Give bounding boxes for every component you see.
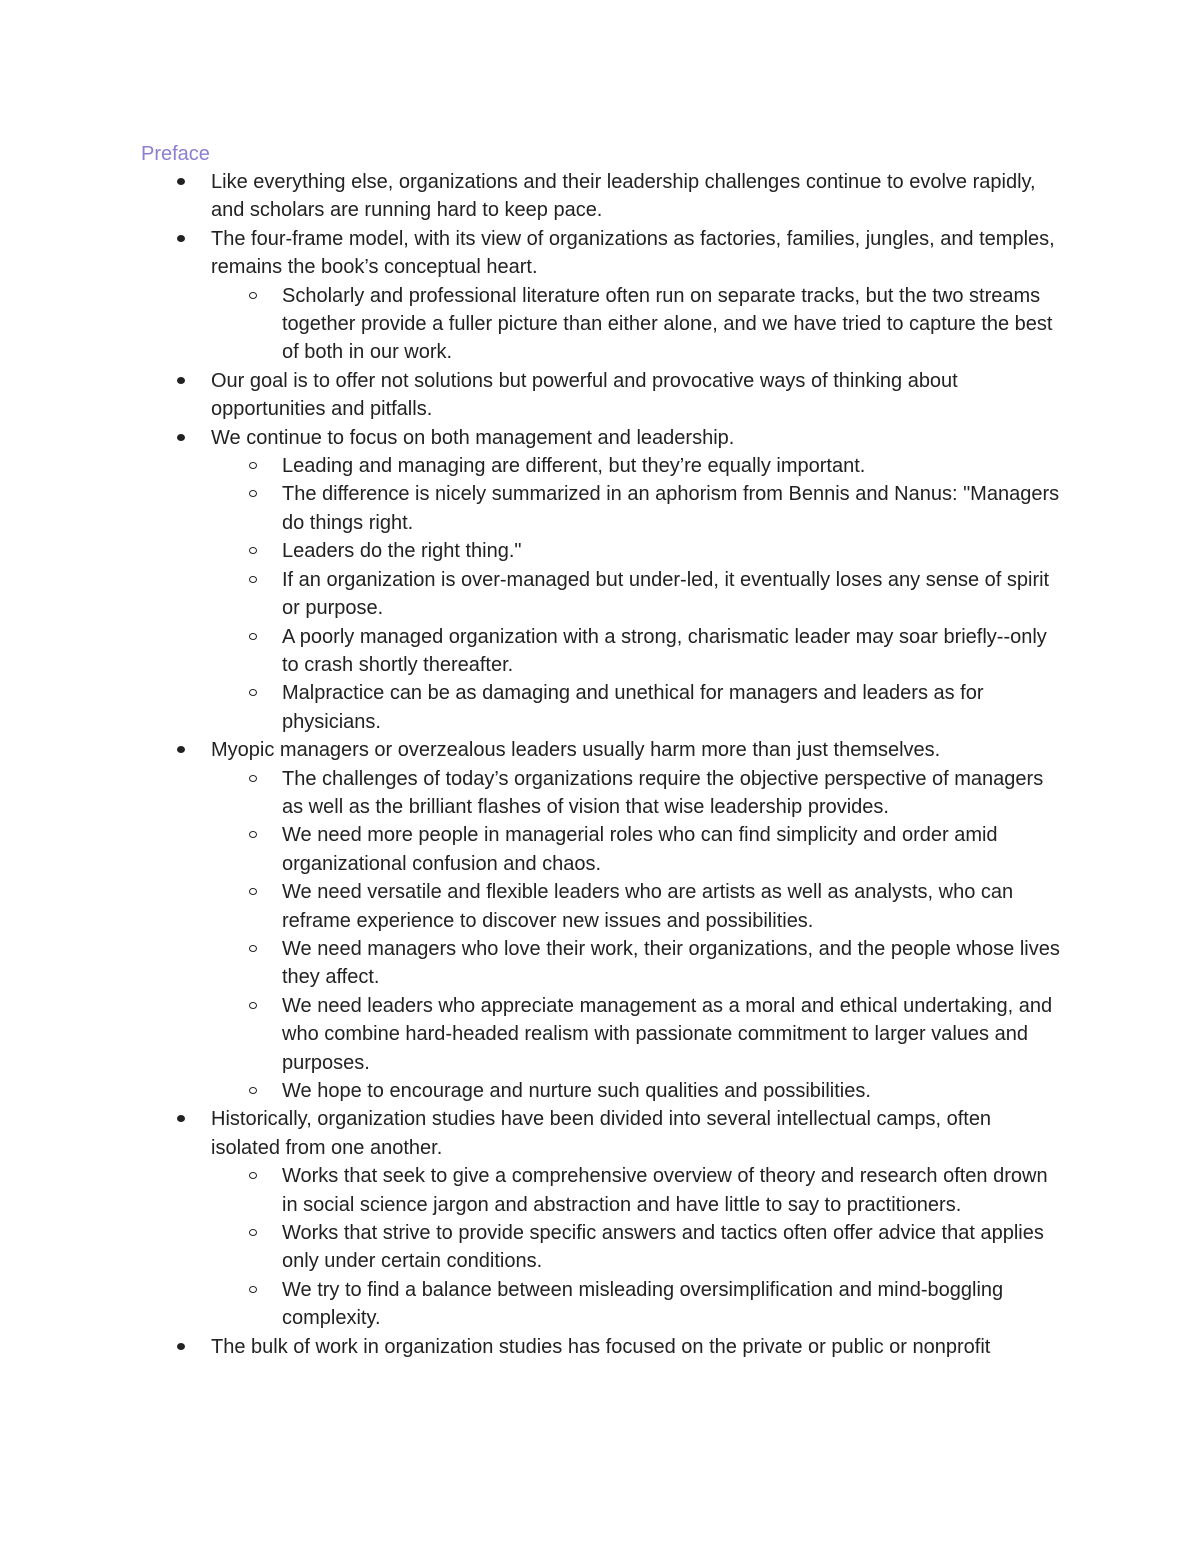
list-item-text: We need leaders who appreciate management as a moral and ethical undertaking, and who combine hard-headed realism with passionate commitment to larger values and purposes.	[282, 994, 1053, 1074]
list-item	[0, 1276, 1062, 1333]
list-item-text: The four-frame model, with its view of organizations as factories, families, jungles, and temples, remains the book’s conceptual heart.	[211, 227, 1055, 279]
list-item	[0, 225, 1061, 282]
list-item-text: Leading and managing are different, but they’re equally important.	[282, 455, 866, 478]
list-item-text: Myopic managers or overzealous leaders usually harm more than just themselves.	[211, 739, 941, 762]
list-item-text: Works that seek to give a comprehensive overview of theory and research often drown in social science jargon and abstraction and have little to say to practitioners.	[282, 1165, 1048, 1216]
list-item	[0, 480, 1062, 537]
list-item	[0, 736, 1061, 764]
list-item	[0, 992, 1062, 1077]
list-item	[0, 1219, 1062, 1276]
list-item-text: Leaders do the right thing."	[282, 540, 522, 563]
list-item-text: We need more people in managerial roles who can find simplicity and order amid organizational confusion and chaos.	[282, 824, 998, 875]
list-item-text: Malpractice can be as damaging and unethical for managers and leaders as for physicians.	[282, 682, 984, 733]
list-item	[0, 566, 1062, 623]
list-item	[0, 1333, 1061, 1361]
list-item-text: We try to find a balance between misleading oversimplification and mind-boggling complexity.	[282, 1278, 1004, 1330]
list-item-text: Historically, organization studies have been divided into several intellectual camps, often isolated from one another.	[211, 1108, 992, 1159]
list-item-text: The challenges of today’s organizations require the objective perspective of managers as well as the brilliant flashes of vision that wise leadership provides.	[282, 767, 1044, 818]
list-item	[0, 935, 1062, 992]
list-item	[0, 1105, 1061, 1162]
list-item	[0, 452, 1062, 480]
list-item-text: Like everything else, organizations and their leadership challenges continue to evolve rapidly, and scholars are running hard to keep pace.	[211, 171, 1036, 222]
list-item-text: We need versatile and flexible leaders who are artists as well as analysts, who can reframe experience to discover new issues and possibilities.	[282, 881, 1014, 932]
list-item	[0, 1162, 1062, 1219]
list-item-text: A poorly managed organization with a strong, charismatic leader may soar briefly--only to crash shortly thereafter.	[282, 625, 1047, 676]
list-item-text: We continue to focus on both management and leadership.	[211, 426, 735, 449]
list-item-text: If an organization is over-managed but under-led, it eventually loses any sense of spirit or purpose.	[282, 568, 1050, 620]
list-item	[0, 821, 1062, 878]
list-item	[0, 367, 1061, 424]
list-item	[0, 679, 1062, 736]
list-item-text: Our goal is to offer not solutions but powerful and provocative ways of thinking about opportunities and pitfalls.	[211, 369, 958, 421]
list-item	[0, 765, 1062, 822]
list-item-text: We need managers who love their work, their organizations, and the people whose lives they affect.	[282, 937, 1060, 989]
list-item-text: The bulk of work in organization studies has focused on the private or public or nonprofit	[211, 1335, 991, 1358]
list-item	[0, 1077, 1062, 1105]
list-item	[0, 168, 1061, 225]
list-item-text: We hope to encourage and nurture such qualities and possibilities.	[282, 1080, 871, 1102]
list-item	[0, 537, 1062, 565]
list-item	[0, 623, 1062, 680]
list-item	[0, 282, 1062, 367]
bullet-list	[0, 168, 1200, 1361]
list-item-text: Scholarly and professional literature often run on separate tracks, but the two streams together provide a fuller picture than either alone, and we have tried to capture the best of both in our work.	[282, 284, 1053, 364]
list-item-text: Works that strive to provide specific answers and tactics often offer advice that applies only under certain conditions.	[282, 1222, 1044, 1273]
list-item	[0, 878, 1062, 935]
list-item	[0, 424, 1061, 452]
list-item-text: The difference is nicely summarized in an aphorism from Bennis and Nanus: "Managers do things right.	[282, 483, 1060, 534]
section-heading: Preface	[141, 143, 210, 165]
